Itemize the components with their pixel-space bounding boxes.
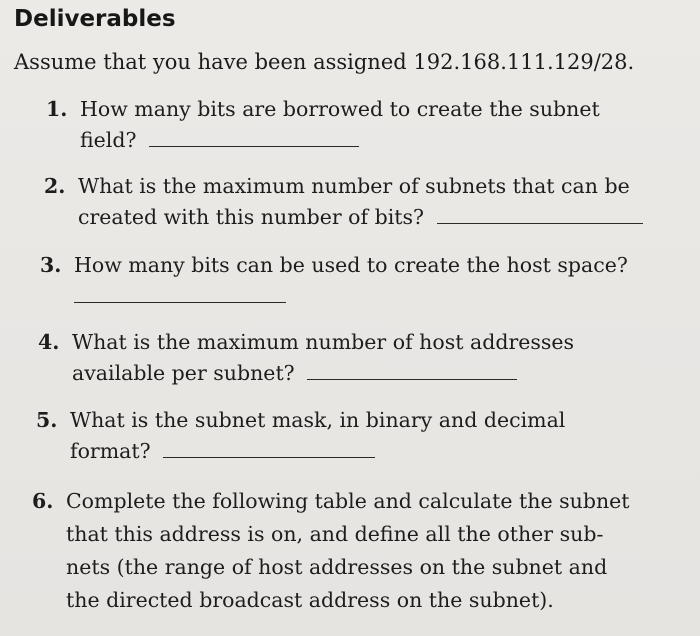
answer-blank — [74, 282, 286, 303]
question-number: 2. — [44, 174, 66, 198]
question-number: 4. — [38, 330, 60, 354]
question-line-wrap — [46, 125, 686, 156]
question-line-wrap — [44, 202, 686, 233]
question-line: created with this number of bits? — [78, 205, 425, 229]
question-line: available per subnet? — [72, 361, 295, 385]
answer-blank — [437, 203, 643, 224]
question-number: 3. — [40, 253, 62, 277]
question-line: What is the maximum number of host addresses — [72, 330, 575, 354]
question-line: the directed broadcast address on the subnet). — [66, 588, 554, 612]
question-line-wrap — [38, 358, 688, 389]
intro-statement: Assume that you have been assigned 192.168.111.129/28. — [14, 50, 635, 74]
answer-blank — [307, 359, 517, 380]
question-6 — [32, 485, 692, 617]
question-3 — [40, 250, 690, 312]
question-2 — [44, 171, 686, 233]
section-heading: Deliverables — [14, 6, 176, 32]
question-line-wrap — [36, 436, 690, 467]
question-1 — [46, 94, 686, 156]
question-line: that this address is on, and define all the other sub- — [66, 522, 604, 546]
question-line: How many bits can be used to create the host space? — [74, 253, 628, 277]
question-number: 6. — [32, 489, 54, 513]
answer-blank — [149, 126, 359, 147]
question-line: Complete the following table and calculate the subnet — [66, 489, 630, 513]
question-line: format? — [70, 439, 151, 463]
question-line: What is the subnet mask, in binary and decimal — [70, 408, 566, 432]
question-number: 5. — [36, 408, 58, 432]
question-5 — [36, 405, 690, 467]
question-line: nets (the range of host addresses on the subnet and — [66, 555, 608, 579]
question-line: How many bits are borrowed to create the subnet — [80, 97, 600, 121]
question-number: 1. — [46, 97, 68, 121]
question-line-wrap — [40, 281, 690, 312]
question-line: What is the maximum number of subnets that can be — [78, 174, 630, 198]
answer-blank — [163, 437, 375, 458]
question-line: field? — [80, 128, 137, 152]
question-4 — [38, 327, 688, 389]
